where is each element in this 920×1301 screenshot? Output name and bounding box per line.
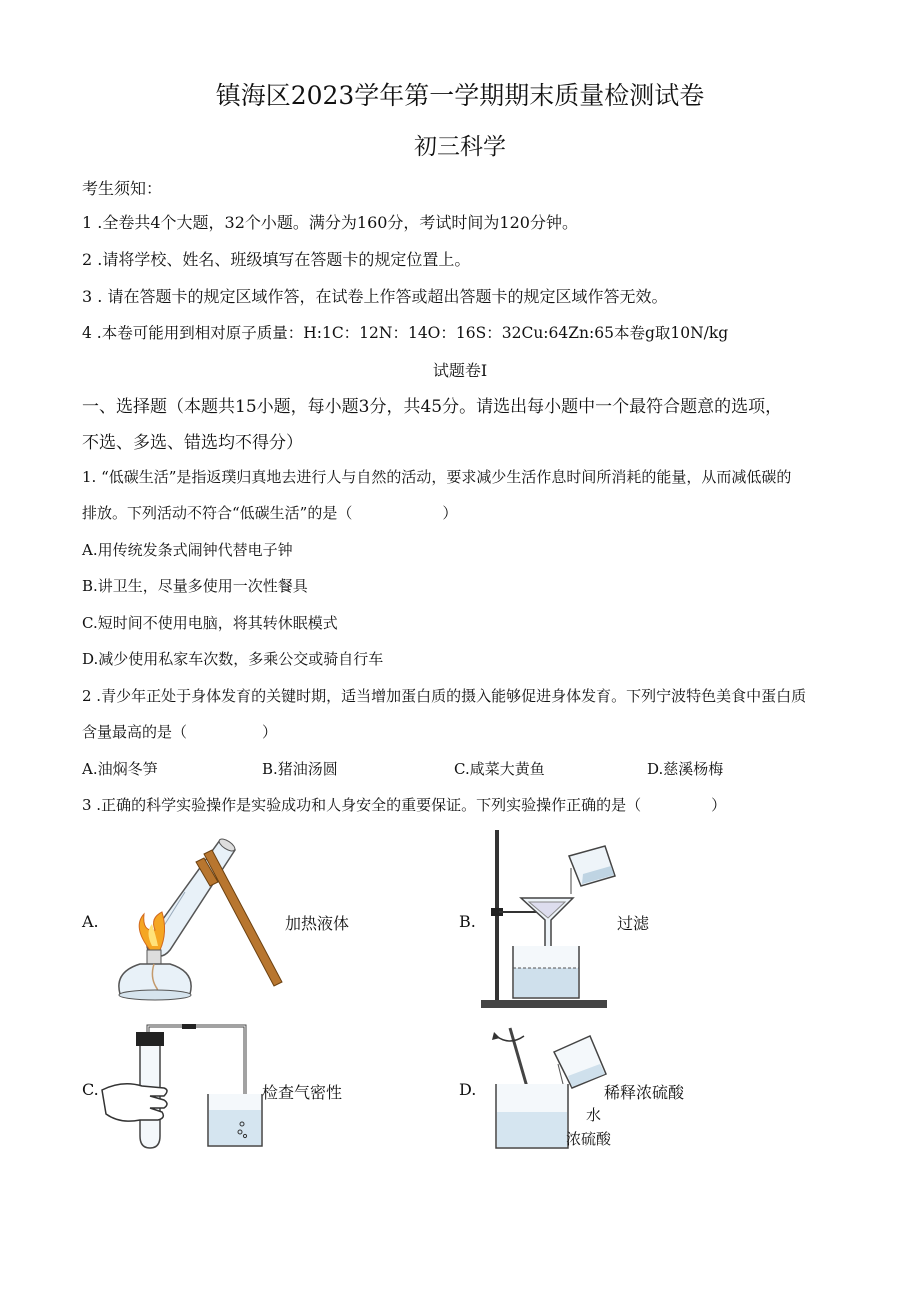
alcohol-lamp-icon bbox=[119, 950, 191, 1000]
notice-item-4: 4 .本卷可能用到相对原子质量：H:1C：12N：14O：16S：32Cu:64Zn:65本卷g取10N/kg bbox=[82, 324, 729, 342]
q1-option-d: D.减少使用私家车次数，多乘公交或骑自行车 bbox=[82, 650, 384, 668]
q2-stem-close: ） bbox=[262, 723, 278, 741]
beaker-icon bbox=[496, 1084, 568, 1148]
beaker-icon bbox=[208, 1094, 262, 1146]
q2-option-b: B.猪油汤圆 bbox=[262, 760, 338, 778]
hand-icon bbox=[102, 1084, 167, 1121]
figure-b-filtration bbox=[475, 828, 625, 1013]
figure-a-heating-liquid bbox=[100, 832, 290, 1012]
figure-c-letter: C. bbox=[82, 1080, 99, 1099]
figure-d-water-label: 水 bbox=[586, 1106, 602, 1124]
figure-d-letter: D. bbox=[459, 1080, 477, 1099]
figure-b-letter: B. bbox=[459, 912, 476, 931]
q2-stem-text: 含量最高的是（ bbox=[82, 723, 188, 741]
q1-stem-close: ） bbox=[442, 504, 458, 522]
figure-c-caption: 检查气密性 bbox=[262, 1083, 343, 1102]
q2-option-c: C.咸菜大黄鱼 bbox=[454, 760, 545, 778]
q3-stem-close: ） bbox=[711, 796, 727, 814]
q1-stem-line2 bbox=[82, 502, 457, 523]
figure-a-caption: 加热液体 bbox=[285, 914, 350, 933]
figure-c-airtightness bbox=[100, 1024, 270, 1154]
q1-stem-text: 排放。下列活动不符合“低碳生活”的是（ bbox=[82, 504, 353, 522]
q1-option-c: C.短时间不使用电脑，将其转休眠模式 bbox=[82, 614, 338, 632]
pouring-beaker-icon bbox=[569, 846, 615, 894]
q3-stem bbox=[82, 794, 726, 815]
figure-b-caption: 过滤 bbox=[617, 914, 650, 933]
q1-option-b: B.讲卫生，尽量多使用一次性餐具 bbox=[82, 577, 308, 595]
notice-heading: 考生须知： bbox=[82, 179, 163, 198]
q1-option-a: A.用传统发条式闹钟代替电子钟 bbox=[82, 541, 293, 559]
beaker-icon bbox=[513, 946, 579, 998]
test-tube-holder-icon bbox=[196, 850, 282, 986]
section-heading-line1: 一、选择题（本题共15小题，每小题3分，共45分。请选出每小题中一个最符合题意的选项， bbox=[82, 397, 783, 417]
exam-subtitle: 初三科学 bbox=[414, 134, 506, 160]
notice-item-1: 1 .全卷共4个大题，32个小题。满分为160分，考试时间为120分钟。 bbox=[82, 213, 578, 232]
q2-stem-line1: 2 .青少年正处于身体发育的关键时期，适当增加蛋白质的摄入能够促进身体发育。下列宁波特色美食中蛋白质 bbox=[82, 687, 807, 705]
q2-option-a: A.油焖冬笋 bbox=[82, 760, 158, 778]
exam-title: 镇海区2023学年第一学期期末质量检测试卷 bbox=[215, 81, 705, 110]
figure-d-acid-label: 浓硫酸 bbox=[566, 1130, 612, 1148]
q2-option-d: D.慈溪杨梅 bbox=[647, 760, 724, 778]
q1-stem-line1: 1. “低碳生活”是指返璞归真地去进行人与自然的活动，要求减少生活作息时间所消耗的能量，从而减低碳的 bbox=[82, 468, 792, 486]
q2-stem-line2 bbox=[82, 721, 277, 742]
flame-icon bbox=[139, 912, 164, 950]
volume-label: 试题卷I bbox=[432, 361, 488, 380]
q3-stem-text: 3 .正确的科学实验操作是实验成功和人身安全的重要保证。下列实验操作正确的是（ bbox=[82, 796, 642, 814]
section-heading-line2: 不选、多选、错选均不得分） bbox=[82, 433, 303, 453]
notice-item-3: 3 . 请在答题卡的规定区域作答，在试卷上作答或超出答题卡的规定区域作答无效。 bbox=[82, 287, 668, 306]
notice-item-2: 2 .请将学校、姓名、班级填写在答题卡的规定位置上。 bbox=[82, 250, 471, 269]
figure-a-letter: A. bbox=[82, 912, 99, 931]
figure-d-caption: 稀释浓硫酸 bbox=[604, 1083, 685, 1102]
